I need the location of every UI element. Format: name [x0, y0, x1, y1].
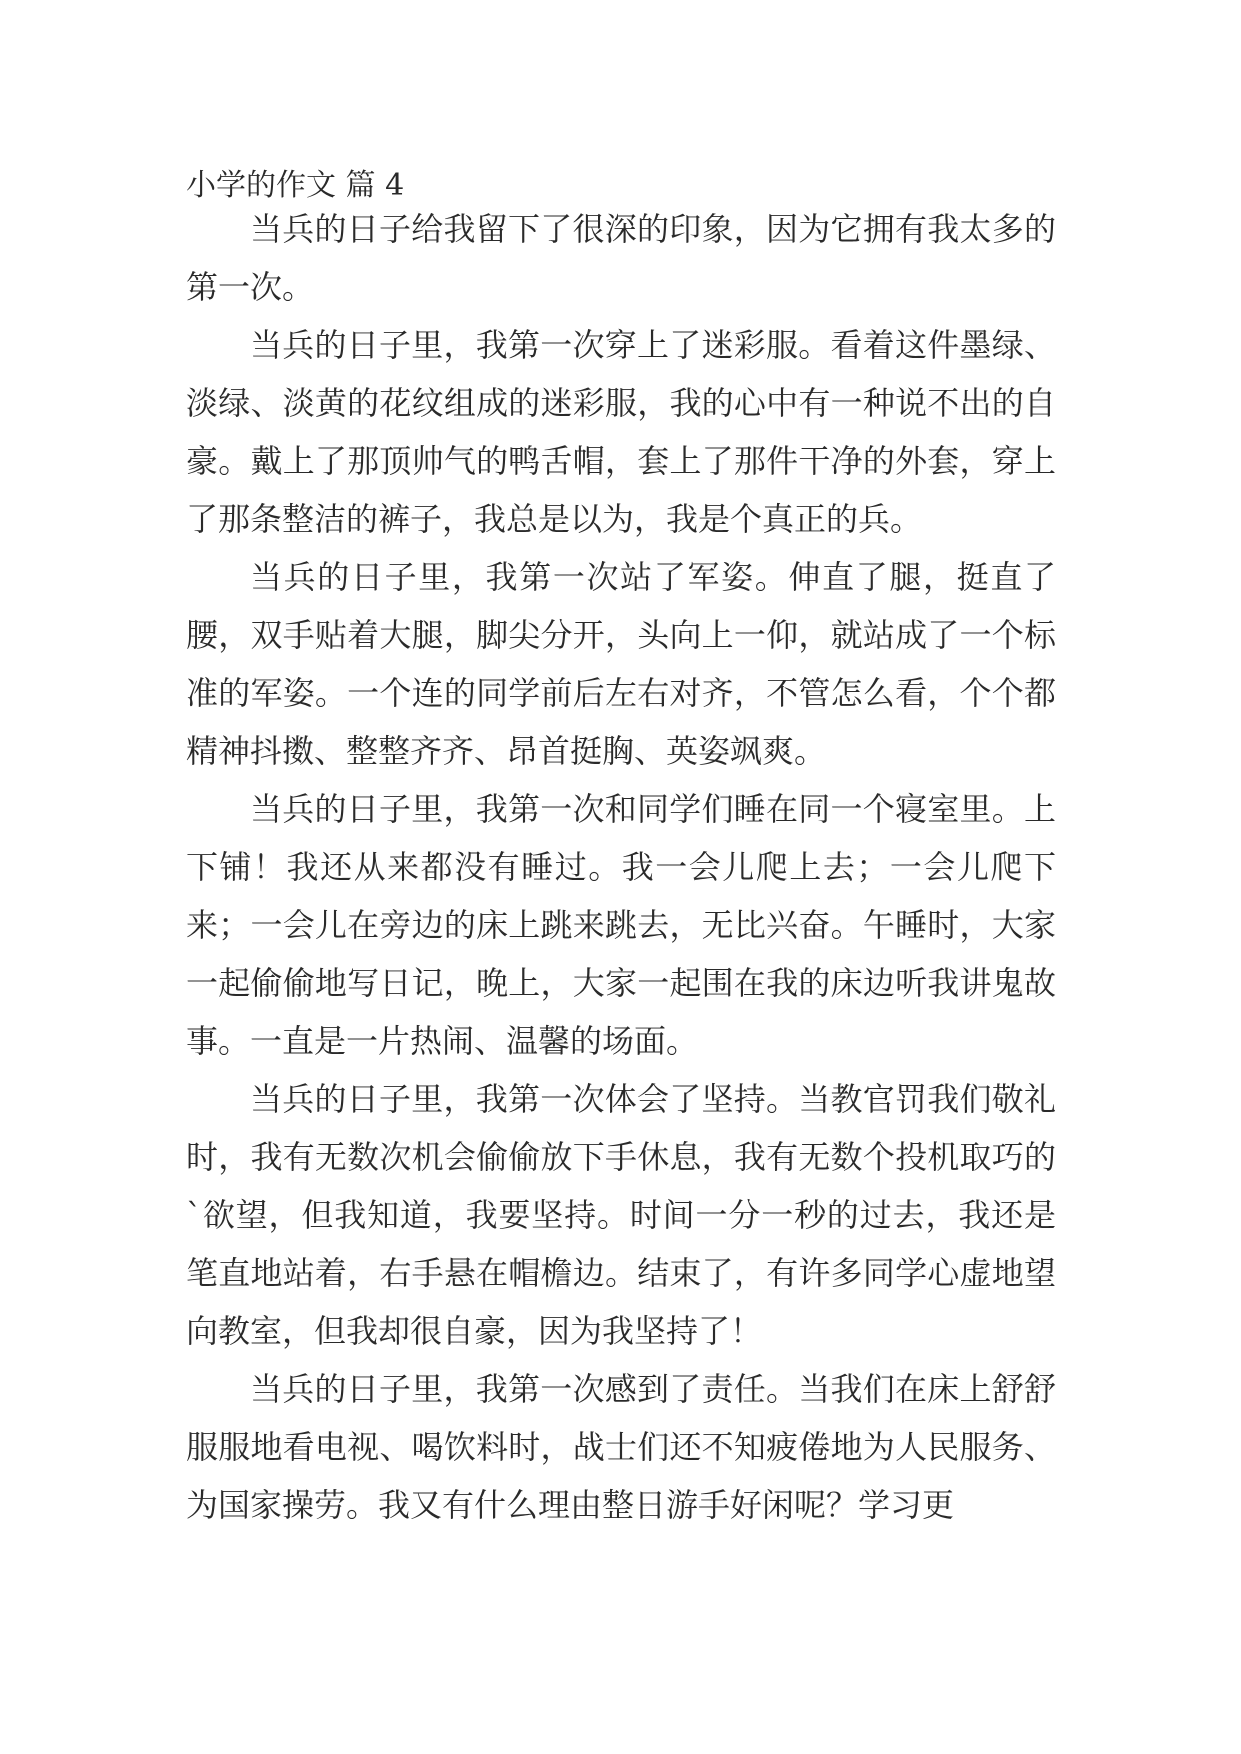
- essay-heading: 小学的作文 篇 4: [186, 168, 405, 203]
- paragraph-6: 当兵的日子里，我第一次感到了责任。当我们在床上舒舒服服地看电视、喝饮料时，战士们还不知疲倦地为人民服务、为国家操劳。我又有什么理由整日游手好闲呢？学习更: [186, 1370, 1056, 1524]
- paragraph-2: 当兵的日子里，我第一次穿上了迷彩服。看着这件墨绿、淡绿、淡黄的花纹组成的迷彩服，我的心中有一种说不出的自豪。戴上了那顶帅气的鸭舌帽，套上了那件干净的外套，穿上了那条整洁的裤子，我总是以为，我是个真正的兵。: [186, 326, 1056, 538]
- paragraph-4: 当兵的日子里，我第一次和同学们睡在同一个寝室里。上下铺！我还从来都没有睡过。我一会儿爬上去；一会儿爬下来；一会儿在旁边的床上跳来跳去，无比兴奋。午睡时，大家一起偷偷地写日记，晚上，大家一起围在我的床边听我讲鬼故事。一直是一片热闹、温馨的场面。: [186, 790, 1056, 1060]
- paragraph-5: 当兵的日子里，我第一次体会了坚持。当教官罚我们敬礼时，我有无数次机会偷偷放下手休息，我有无数个投机取巧的`欲望，但我知道，我要坚持。时间一分一秒的过去，我还是笔直地站着，右手悬在帽檐边。结束了，有许多同学心虚地望向教室，但我却很自豪，因为我坚持了！: [186, 1080, 1056, 1350]
- paragraph-1: 当兵的日子给我留下了很深的印象，因为它拥有我太多的第一次。: [186, 210, 1056, 306]
- essay-body: [186, 200, 1056, 1534]
- paragraph-3: 当兵的日子里，我第一次站了军姿。伸直了腿，挺直了腰，双手贴着大腿，脚尖分开，头向上一仰，就站成了一个标准的军姿。一个连的同学前后左右对齐，不管怎么看，个个都精神抖擞、整整齐齐、昂首挺胸、英姿飒爽。: [186, 558, 1056, 770]
